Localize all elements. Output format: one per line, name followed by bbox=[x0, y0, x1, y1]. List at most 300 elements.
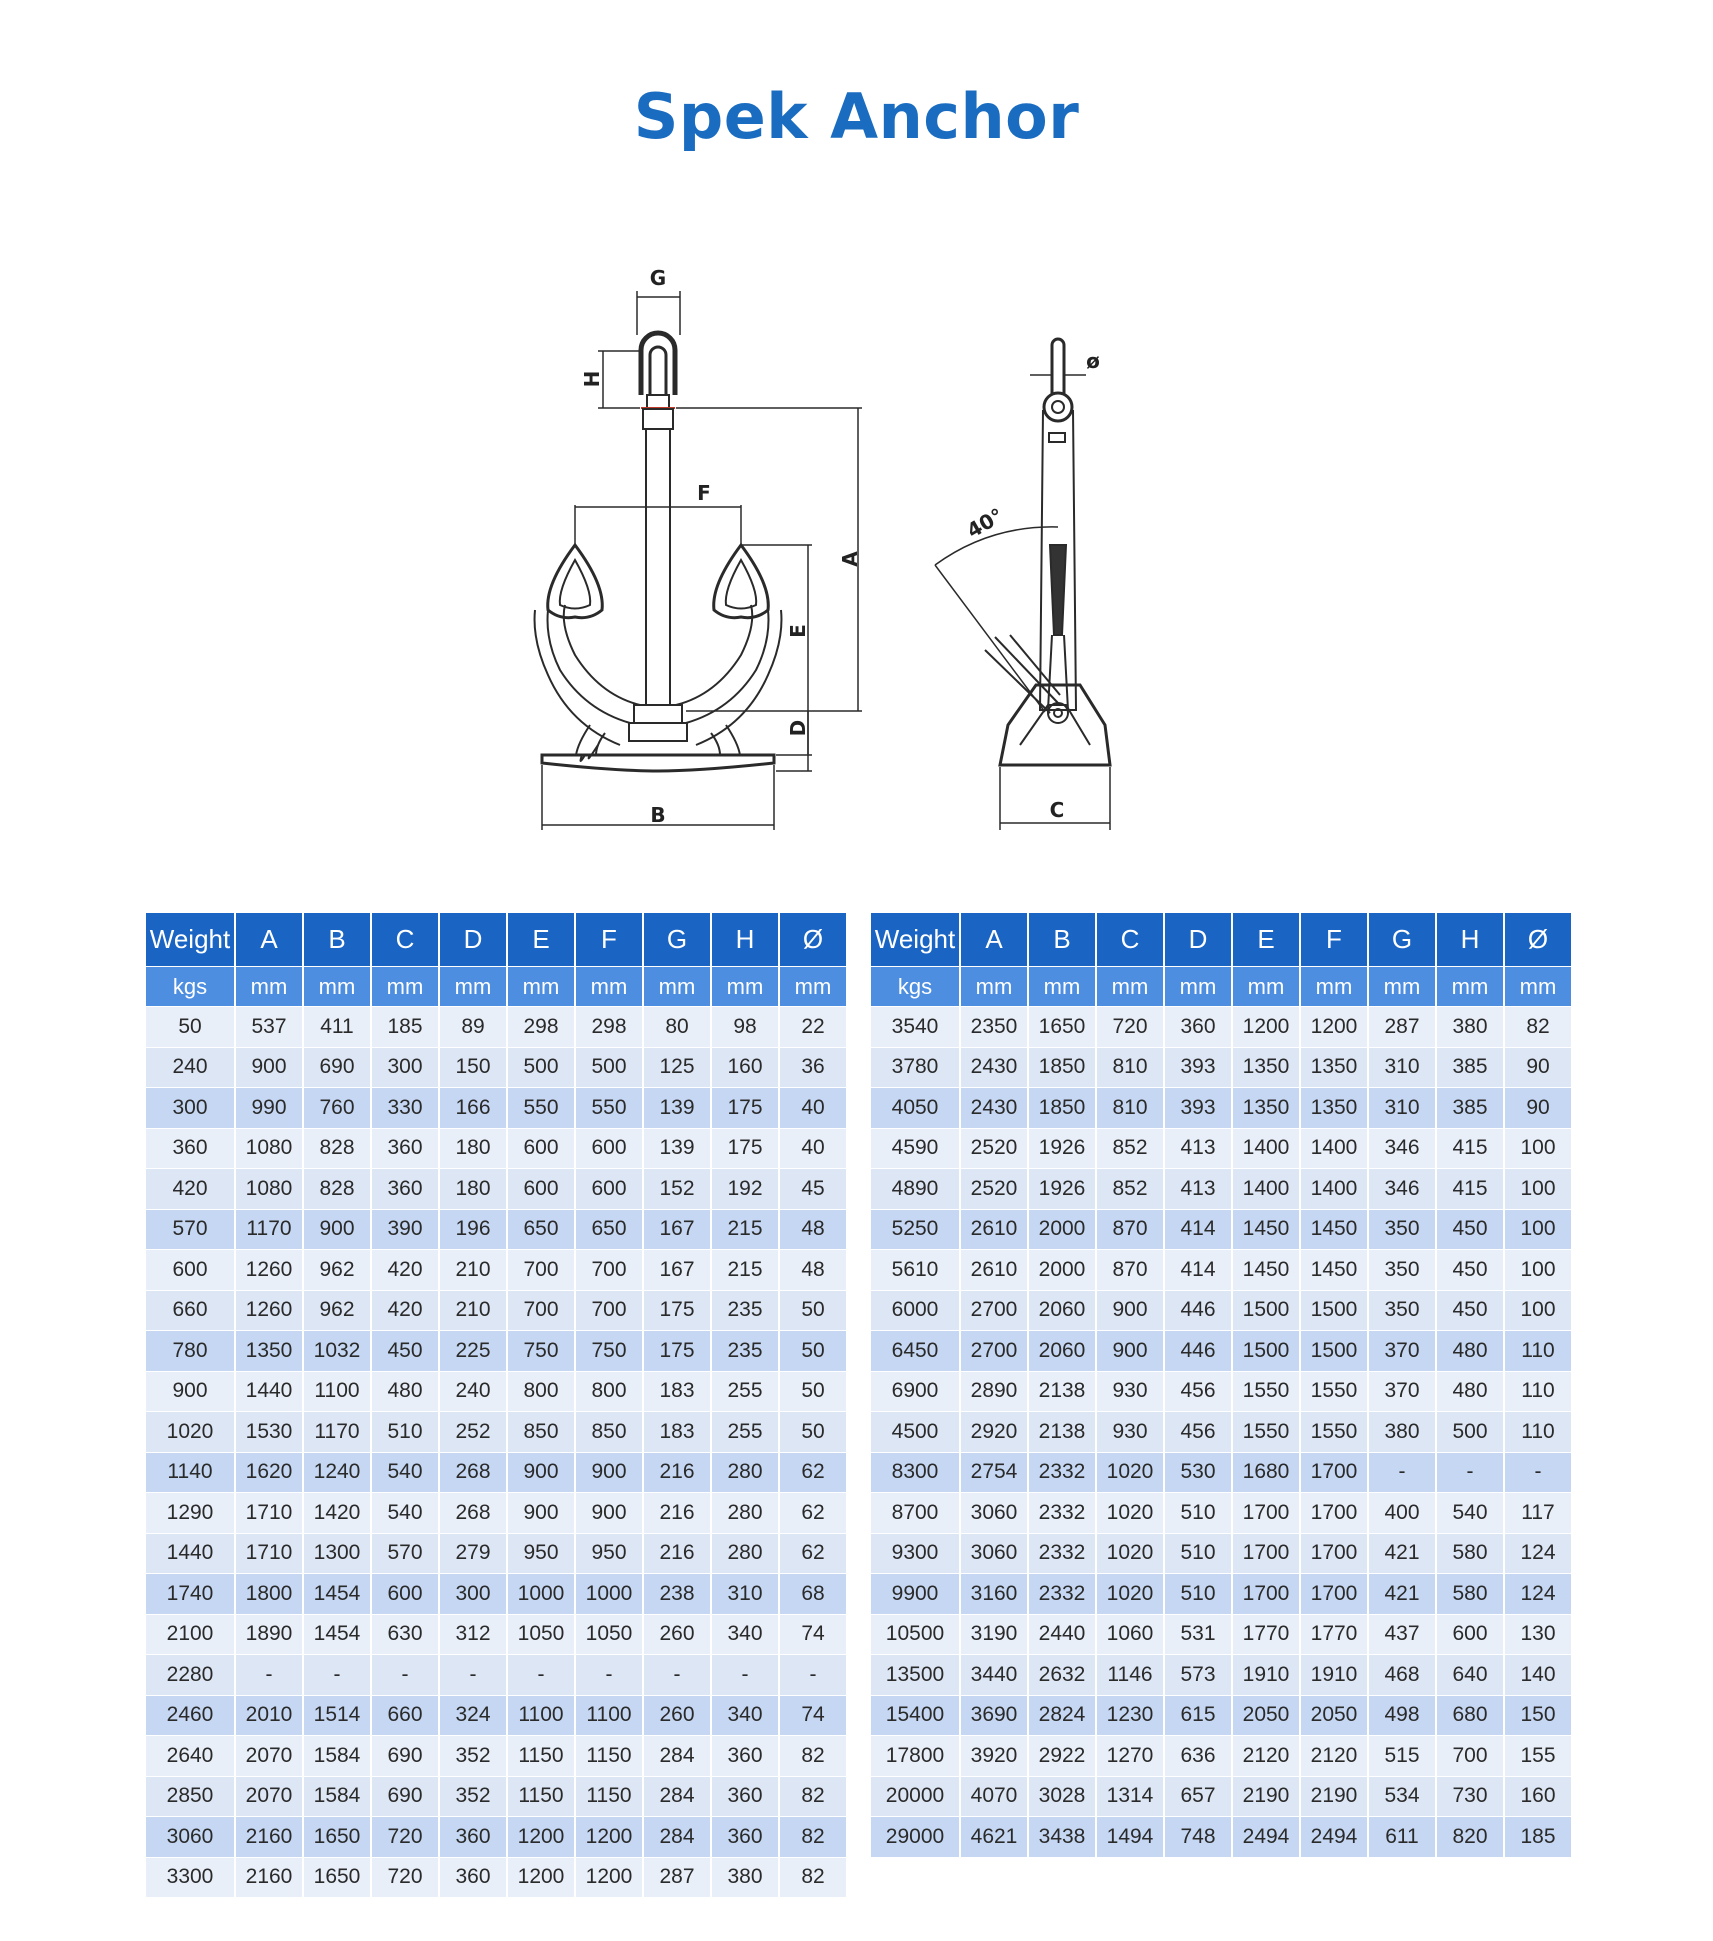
dimension-cell: 500 bbox=[1437, 1412, 1503, 1453]
dimension-cell: 1200 bbox=[508, 1817, 574, 1858]
column-header: H bbox=[712, 913, 778, 967]
table-row bbox=[146, 1858, 846, 1899]
dimension-cell: 2494 bbox=[1301, 1817, 1367, 1858]
table-row bbox=[871, 1655, 1571, 1696]
dimension-cell: 2060 bbox=[1029, 1331, 1095, 1372]
dimension-cell: 82 bbox=[780, 1858, 846, 1899]
dimension-cell: 515 bbox=[1369, 1736, 1435, 1777]
dimension-cell: 393 bbox=[1165, 1088, 1231, 1129]
dimension-cell: 1454 bbox=[304, 1574, 370, 1615]
column-header: Weight bbox=[871, 913, 959, 967]
dimension-cell: 1170 bbox=[304, 1412, 370, 1453]
dimension-cell: 450 bbox=[1437, 1210, 1503, 1251]
weight-cell: 900 bbox=[146, 1372, 234, 1413]
weight-cell: 50 bbox=[146, 1007, 234, 1048]
dimension-cell: 2138 bbox=[1029, 1372, 1095, 1413]
dimension-cell: 600 bbox=[576, 1129, 642, 1170]
dimension-cell: 175 bbox=[712, 1088, 778, 1129]
weight-cell: 4890 bbox=[871, 1169, 959, 1210]
dimension-cell: 2332 bbox=[1029, 1574, 1095, 1615]
dimension-cell: 2922 bbox=[1029, 1736, 1095, 1777]
dimension-cell: 748 bbox=[1165, 1817, 1231, 1858]
dimension-cell: 3060 bbox=[961, 1493, 1027, 1534]
dimension-cell: 810 bbox=[1097, 1048, 1163, 1089]
dimension-cell: 268 bbox=[440, 1453, 506, 1494]
dimension-cell: 750 bbox=[576, 1331, 642, 1372]
dimension-cell: 2190 bbox=[1233, 1777, 1299, 1818]
dimension-cell: 498 bbox=[1369, 1696, 1435, 1737]
dimension-cell: 2000 bbox=[1029, 1210, 1095, 1251]
dimension-cell: 2070 bbox=[236, 1736, 302, 1777]
dimension-cell: 700 bbox=[1437, 1736, 1503, 1777]
dimension-cell: 640 bbox=[1437, 1655, 1503, 1696]
column-header: Ø bbox=[1505, 913, 1571, 967]
weight-cell: 780 bbox=[146, 1331, 234, 1372]
dimension-cell: 125 bbox=[644, 1048, 710, 1089]
dimension-cell: 437 bbox=[1369, 1615, 1435, 1656]
table-row bbox=[146, 1048, 846, 1089]
table-row bbox=[146, 1736, 846, 1777]
weight-cell: 360 bbox=[146, 1129, 234, 1170]
dimension-cell: 930 bbox=[1097, 1412, 1163, 1453]
dimension-cell: 3690 bbox=[961, 1696, 1027, 1737]
unit-row bbox=[871, 967, 1571, 1007]
dimension-cell: 730 bbox=[1437, 1777, 1503, 1818]
dimension-cell: 420 bbox=[372, 1250, 438, 1291]
unit-header: mm bbox=[1233, 967, 1299, 1007]
dimension-cell: 312 bbox=[440, 1615, 506, 1656]
dimension-cell: 530 bbox=[1165, 1453, 1231, 1494]
dimension-cell: 1440 bbox=[236, 1372, 302, 1413]
dimension-cell: 1100 bbox=[508, 1696, 574, 1737]
dimension-cell: 284 bbox=[644, 1817, 710, 1858]
table-row bbox=[871, 1210, 1571, 1251]
unit-header: mm bbox=[780, 967, 846, 1007]
dimension-cell: 1800 bbox=[236, 1574, 302, 1615]
label-e: E bbox=[786, 624, 810, 638]
dimension-cell: 1700 bbox=[1233, 1574, 1299, 1615]
table-row bbox=[146, 1696, 846, 1737]
dimension-cell: 720 bbox=[1097, 1007, 1163, 1048]
weight-cell: 20000 bbox=[871, 1777, 959, 1818]
weight-cell: 420 bbox=[146, 1169, 234, 1210]
weight-cell: 9900 bbox=[871, 1574, 959, 1615]
column-header: E bbox=[1233, 913, 1299, 967]
dimension-cell: 1150 bbox=[576, 1736, 642, 1777]
column-header: E bbox=[508, 913, 574, 967]
dimension-cell: 700 bbox=[576, 1291, 642, 1332]
dimension-cell: 298 bbox=[508, 1007, 574, 1048]
dimension-cell: 385 bbox=[1437, 1088, 1503, 1129]
table-row bbox=[871, 1048, 1571, 1089]
weight-cell: 4500 bbox=[871, 1412, 959, 1453]
dimension-cell: 1200 bbox=[576, 1817, 642, 1858]
label-a: A bbox=[838, 551, 862, 567]
dimension-cell: 352 bbox=[440, 1736, 506, 1777]
dimension-cell: 3028 bbox=[1029, 1777, 1095, 1818]
unit-header: mm bbox=[508, 967, 574, 1007]
dimension-cell: 1000 bbox=[576, 1574, 642, 1615]
dimension-cell: 1020 bbox=[1097, 1493, 1163, 1534]
dimension-cell: 2430 bbox=[961, 1048, 1027, 1089]
table-row bbox=[871, 1169, 1571, 1210]
dimension-cell: 1050 bbox=[576, 1615, 642, 1656]
table-row bbox=[146, 1210, 846, 1251]
label-angle: 40° bbox=[962, 503, 1008, 543]
dimension-cell: 74 bbox=[780, 1615, 846, 1656]
column-header: B bbox=[304, 913, 370, 967]
dimension-cell: 2138 bbox=[1029, 1412, 1095, 1453]
dimension-cell: 690 bbox=[372, 1736, 438, 1777]
spec-table-right bbox=[869, 913, 1573, 1858]
label-diameter: ø bbox=[1086, 349, 1100, 373]
dimension-cell: 1514 bbox=[304, 1696, 370, 1737]
table-row bbox=[871, 1736, 1571, 1777]
dimension-cell: 2070 bbox=[236, 1777, 302, 1818]
table-row bbox=[871, 1777, 1571, 1818]
dimension-cell: 540 bbox=[1437, 1493, 1503, 1534]
dimension-cell: 175 bbox=[644, 1331, 710, 1372]
dimension-cell: 40 bbox=[780, 1088, 846, 1129]
dimension-cell: 360 bbox=[372, 1169, 438, 1210]
dimension-cell: 1710 bbox=[236, 1534, 302, 1575]
label-f: F bbox=[697, 481, 711, 505]
weight-cell: 4050 bbox=[871, 1088, 959, 1129]
dimension-cell: 175 bbox=[712, 1129, 778, 1170]
weight-cell: 17800 bbox=[871, 1736, 959, 1777]
dimension-cell: 500 bbox=[508, 1048, 574, 1089]
column-header: F bbox=[576, 913, 642, 967]
dimension-cell: 216 bbox=[644, 1534, 710, 1575]
dimension-cell: 415 bbox=[1437, 1129, 1503, 1170]
table-row bbox=[146, 1129, 846, 1170]
dimension-cell: 413 bbox=[1165, 1169, 1231, 1210]
dimension-cell: - bbox=[712, 1655, 778, 1696]
dimension-cell: 630 bbox=[372, 1615, 438, 1656]
dimension-cell: 346 bbox=[1369, 1169, 1435, 1210]
column-header: C bbox=[372, 913, 438, 967]
unit-header: kgs bbox=[871, 967, 959, 1007]
dimension-cell: 446 bbox=[1165, 1331, 1231, 1372]
weight-cell: 1140 bbox=[146, 1453, 234, 1494]
dimension-cell: 950 bbox=[508, 1534, 574, 1575]
dimension-cell: 1926 bbox=[1029, 1169, 1095, 1210]
dimension-cell: 80 bbox=[644, 1007, 710, 1048]
dimension-cell: 580 bbox=[1437, 1534, 1503, 1575]
dimension-cell: 68 bbox=[780, 1574, 846, 1615]
table-row bbox=[146, 1453, 846, 1494]
dimension-cell: 750 bbox=[508, 1331, 574, 1372]
dimension-cell: 255 bbox=[712, 1372, 778, 1413]
dimension-cell: 660 bbox=[372, 1696, 438, 1737]
weight-cell: 5250 bbox=[871, 1210, 959, 1251]
dimension-cell: 2754 bbox=[961, 1453, 1027, 1494]
dimension-cell: 183 bbox=[644, 1372, 710, 1413]
dimension-cell: 1270 bbox=[1097, 1736, 1163, 1777]
dimension-cell: 1700 bbox=[1301, 1493, 1367, 1534]
dimension-cell: 2120 bbox=[1301, 1736, 1367, 1777]
dimension-cell: 360 bbox=[440, 1817, 506, 1858]
dimension-cell: 1500 bbox=[1301, 1331, 1367, 1372]
weight-cell: 13500 bbox=[871, 1655, 959, 1696]
unit-row bbox=[146, 967, 846, 1007]
dimension-cell: - bbox=[644, 1655, 710, 1696]
dimension-cell: 216 bbox=[644, 1493, 710, 1534]
weight-cell: 2100 bbox=[146, 1615, 234, 1656]
weight-cell: 2280 bbox=[146, 1655, 234, 1696]
dimension-cell: 2120 bbox=[1233, 1736, 1299, 1777]
table-row bbox=[871, 1250, 1571, 1291]
table-row bbox=[146, 1817, 846, 1858]
dimension-cell: 45 bbox=[780, 1169, 846, 1210]
weight-cell: 1740 bbox=[146, 1574, 234, 1615]
column-header: C bbox=[1097, 913, 1163, 967]
spec-table-left bbox=[144, 913, 848, 1898]
dimension-cell: 1150 bbox=[508, 1736, 574, 1777]
dimension-cell: 287 bbox=[1369, 1007, 1435, 1048]
table-row bbox=[146, 1291, 846, 1332]
column-header: D bbox=[1165, 913, 1231, 967]
dimension-cell: 1770 bbox=[1233, 1615, 1299, 1656]
dimension-cell: 238 bbox=[644, 1574, 710, 1615]
dimension-cell: 990 bbox=[236, 1088, 302, 1129]
dimension-cell: 1910 bbox=[1301, 1655, 1367, 1696]
unit-header: mm bbox=[1165, 967, 1231, 1007]
dimension-cell: 340 bbox=[712, 1615, 778, 1656]
dimension-cell: - bbox=[576, 1655, 642, 1696]
dimension-cell: 150 bbox=[1505, 1696, 1571, 1737]
dimension-cell: 1050 bbox=[508, 1615, 574, 1656]
dimension-cell: 48 bbox=[780, 1210, 846, 1251]
dimension-cell: 152 bbox=[644, 1169, 710, 1210]
dimension-cell: 1350 bbox=[1233, 1048, 1299, 1089]
column-header: D bbox=[440, 913, 506, 967]
dimension-cell: 2920 bbox=[961, 1412, 1027, 1453]
dimension-cell: 50 bbox=[780, 1412, 846, 1453]
unit-header: mm bbox=[644, 967, 710, 1007]
dimension-cell: 1000 bbox=[508, 1574, 574, 1615]
dimension-cell: 62 bbox=[780, 1453, 846, 1494]
table-row bbox=[146, 1169, 846, 1210]
dimension-cell: 1890 bbox=[236, 1615, 302, 1656]
weight-cell: 4590 bbox=[871, 1129, 959, 1170]
dimension-cell: 636 bbox=[1165, 1736, 1231, 1777]
dimension-cell: 346 bbox=[1369, 1129, 1435, 1170]
dimension-cell: 140 bbox=[1505, 1655, 1571, 1696]
dimension-cell: 185 bbox=[1505, 1817, 1571, 1858]
weight-cell: 6450 bbox=[871, 1331, 959, 1372]
unit-header: mm bbox=[236, 967, 302, 1007]
dimension-cell: 2700 bbox=[961, 1331, 1027, 1372]
dimension-cell: 421 bbox=[1369, 1534, 1435, 1575]
dimension-cell: 480 bbox=[1437, 1372, 1503, 1413]
dimension-cell: 98 bbox=[712, 1007, 778, 1048]
dimension-cell: 350 bbox=[1369, 1210, 1435, 1251]
dimension-cell: 1020 bbox=[1097, 1574, 1163, 1615]
dimension-cell: 310 bbox=[1369, 1048, 1435, 1089]
dimension-cell: 1500 bbox=[1301, 1291, 1367, 1332]
table-row bbox=[146, 1777, 846, 1818]
dimension-cell: 300 bbox=[440, 1574, 506, 1615]
dimension-cell: 3438 bbox=[1029, 1817, 1095, 1858]
dimension-cell: 600 bbox=[508, 1129, 574, 1170]
weight-cell: 1290 bbox=[146, 1493, 234, 1534]
dimension-cell: 360 bbox=[712, 1817, 778, 1858]
table-row bbox=[871, 1615, 1571, 1656]
dimension-cell: 1700 bbox=[1301, 1534, 1367, 1575]
unit-header: mm bbox=[1369, 967, 1435, 1007]
dimension-cell: 1200 bbox=[1301, 1007, 1367, 1048]
dimension-cell: 828 bbox=[304, 1169, 370, 1210]
weight-cell: 1440 bbox=[146, 1534, 234, 1575]
dimension-cell: 160 bbox=[712, 1048, 778, 1089]
dimension-cell: 870 bbox=[1097, 1210, 1163, 1251]
dimension-cell: 1550 bbox=[1233, 1372, 1299, 1413]
dimension-cell: 900 bbox=[236, 1048, 302, 1089]
unit-header: mm bbox=[1097, 967, 1163, 1007]
dimension-cell: 650 bbox=[576, 1210, 642, 1251]
dimension-cell: 510 bbox=[372, 1412, 438, 1453]
dimension-cell: - bbox=[1505, 1453, 1571, 1494]
dimension-cell: 800 bbox=[576, 1372, 642, 1413]
dimension-cell: 550 bbox=[508, 1088, 574, 1129]
dimension-cell: 900 bbox=[1097, 1291, 1163, 1332]
dimension-cell: 40 bbox=[780, 1129, 846, 1170]
dimension-cell: 225 bbox=[440, 1331, 506, 1372]
dimension-cell: 255 bbox=[712, 1412, 778, 1453]
dimension-cell: 2430 bbox=[961, 1088, 1027, 1129]
dimension-cell: - bbox=[372, 1655, 438, 1696]
dimension-cell: 2000 bbox=[1029, 1250, 1095, 1291]
dimension-cell: 690 bbox=[304, 1048, 370, 1089]
dimension-cell: 82 bbox=[780, 1817, 846, 1858]
label-d: D bbox=[786, 719, 810, 737]
dimension-cell: 450 bbox=[372, 1331, 438, 1372]
dimension-cell: - bbox=[508, 1655, 574, 1696]
dimension-cell: 534 bbox=[1369, 1777, 1435, 1818]
dimension-cell: 183 bbox=[644, 1412, 710, 1453]
dimension-cell: 1260 bbox=[236, 1291, 302, 1332]
unit-header: mm bbox=[1505, 967, 1571, 1007]
dimension-cell: 268 bbox=[440, 1493, 506, 1534]
dimension-cell: 531 bbox=[1165, 1615, 1231, 1656]
dimension-cell: 82 bbox=[780, 1777, 846, 1818]
dimension-cell: - bbox=[440, 1655, 506, 1696]
weight-cell: 3540 bbox=[871, 1007, 959, 1048]
dimension-cell: 900 bbox=[576, 1453, 642, 1494]
dimension-cell: 22 bbox=[780, 1007, 846, 1048]
table-row bbox=[146, 1331, 846, 1372]
dimension-cell: 160 bbox=[1505, 1777, 1571, 1818]
dimension-cell: 1450 bbox=[1233, 1250, 1299, 1291]
dimension-cell: 167 bbox=[644, 1250, 710, 1291]
dimension-cell: 700 bbox=[508, 1250, 574, 1291]
dimension-cell: 420 bbox=[372, 1291, 438, 1332]
dimension-cell: 139 bbox=[644, 1129, 710, 1170]
dimension-cell: 1400 bbox=[1233, 1129, 1299, 1170]
dimension-cell: 852 bbox=[1097, 1169, 1163, 1210]
dimension-cell: 124 bbox=[1505, 1574, 1571, 1615]
dimension-cell: 82 bbox=[1505, 1007, 1571, 1048]
dimension-cell: 130 bbox=[1505, 1615, 1571, 1656]
dimension-cell: 352 bbox=[440, 1777, 506, 1818]
dimension-cell: 1350 bbox=[1233, 1088, 1299, 1129]
dimension-cell: 537 bbox=[236, 1007, 302, 1048]
dimension-cell: 48 bbox=[780, 1250, 846, 1291]
dimension-cell: 340 bbox=[712, 1696, 778, 1737]
dimension-cell: 510 bbox=[1165, 1574, 1231, 1615]
table-row bbox=[871, 1453, 1571, 1494]
dimension-cell: 1146 bbox=[1097, 1655, 1163, 1696]
dimension-cell: 310 bbox=[712, 1574, 778, 1615]
dimension-cell: 2890 bbox=[961, 1372, 1027, 1413]
dimension-cell: 280 bbox=[712, 1453, 778, 1494]
dimension-cell: 1350 bbox=[1301, 1088, 1367, 1129]
dimension-cell: 500 bbox=[576, 1048, 642, 1089]
dimension-cell: 1500 bbox=[1233, 1331, 1299, 1372]
dimension-cell: 510 bbox=[1165, 1493, 1231, 1534]
dimension-cell: 62 bbox=[780, 1493, 846, 1534]
dimension-cell: 90 bbox=[1505, 1088, 1571, 1129]
dimension-cell: 117 bbox=[1505, 1493, 1571, 1534]
dimension-cell: 180 bbox=[440, 1129, 506, 1170]
dimension-cell: 62 bbox=[780, 1534, 846, 1575]
dimension-cell: 1700 bbox=[1301, 1574, 1367, 1615]
dimension-cell: 540 bbox=[372, 1493, 438, 1534]
table-row bbox=[871, 1372, 1571, 1413]
dimension-cell: 310 bbox=[1369, 1088, 1435, 1129]
dimension-cell: 820 bbox=[1437, 1817, 1503, 1858]
dimension-cell: 480 bbox=[1437, 1331, 1503, 1372]
dimension-cell: 36 bbox=[780, 1048, 846, 1089]
dimension-cell: 690 bbox=[372, 1777, 438, 1818]
dimension-cell: 1080 bbox=[236, 1169, 302, 1210]
weight-cell: 3300 bbox=[146, 1858, 234, 1899]
weight-cell: 2850 bbox=[146, 1777, 234, 1818]
dimension-cell: 2160 bbox=[236, 1858, 302, 1899]
weight-cell: 1020 bbox=[146, 1412, 234, 1453]
weight-cell: 6900 bbox=[871, 1372, 959, 1413]
dimension-cell: 166 bbox=[440, 1088, 506, 1129]
dimension-cell: - bbox=[780, 1655, 846, 1696]
table-row bbox=[146, 1493, 846, 1534]
dimension-cell: 810 bbox=[1097, 1088, 1163, 1129]
dimension-cell: 90 bbox=[1505, 1048, 1571, 1089]
dimension-cell: 600 bbox=[508, 1169, 574, 1210]
dimension-cell: 456 bbox=[1165, 1412, 1231, 1453]
dimension-cell: - bbox=[1437, 1453, 1503, 1494]
dimension-cell: 2190 bbox=[1301, 1777, 1367, 1818]
dimension-cell: 1420 bbox=[304, 1493, 370, 1534]
dimension-cell: 450 bbox=[1437, 1291, 1503, 1332]
weight-cell: 15400 bbox=[871, 1696, 959, 1737]
unit-header: mm bbox=[304, 967, 370, 1007]
dimension-cell: 2010 bbox=[236, 1696, 302, 1737]
dimension-cell: 900 bbox=[304, 1210, 370, 1251]
dimension-cell: 240 bbox=[440, 1372, 506, 1413]
dimension-cell: 1150 bbox=[508, 1777, 574, 1818]
dimension-cell: 2332 bbox=[1029, 1493, 1095, 1534]
weight-cell: 2640 bbox=[146, 1736, 234, 1777]
dimension-cell: 1770 bbox=[1301, 1615, 1367, 1656]
dimension-cell: 100 bbox=[1505, 1129, 1571, 1170]
dimension-cell: 3160 bbox=[961, 1574, 1027, 1615]
dimension-cell: 700 bbox=[508, 1291, 574, 1332]
dimension-cell: 360 bbox=[712, 1777, 778, 1818]
dimension-cell: 1550 bbox=[1233, 1412, 1299, 1453]
dimension-cell: 324 bbox=[440, 1696, 506, 1737]
table-row bbox=[871, 1534, 1571, 1575]
